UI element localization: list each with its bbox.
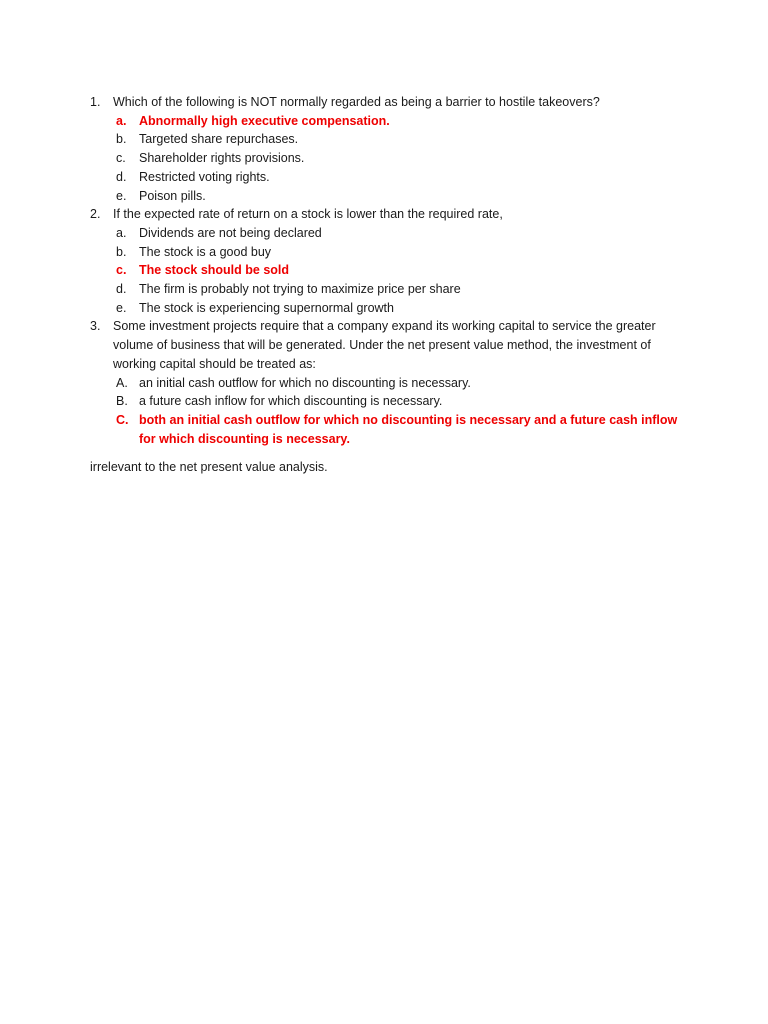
- question-text: Which of the following is NOT normally regarded as being a barrier to hostile takeovers?: [113, 95, 600, 109]
- option-text: Poison pills.: [139, 188, 206, 203]
- option-label: d.: [116, 282, 127, 297]
- option-label: e.: [116, 300, 127, 315]
- option-label: c.: [116, 263, 127, 278]
- question-text: Some investment projects require that a company expand its working capital to service the greater volume of business that will be generated. Under the net present value method, the investment of working capital should be treated as:: [113, 319, 656, 371]
- question-number: 1.: [90, 95, 101, 109]
- option-label: e.: [116, 188, 127, 203]
- option-label: b.: [116, 244, 127, 259]
- answer-option: [113, 224, 690, 243]
- answer-option: [113, 299, 690, 318]
- answer-option: [113, 411, 690, 448]
- answer-option: [113, 187, 690, 206]
- option-text: The stock is a good buy: [139, 244, 272, 259]
- question-2: [90, 205, 690, 317]
- answer-option: [113, 392, 690, 411]
- question-1: [90, 93, 690, 205]
- option-label: B.: [116, 394, 128, 409]
- question-list: [90, 93, 690, 448]
- option-label: a.: [116, 225, 127, 240]
- option-text: The stock is experiencing supernormal growth: [139, 300, 394, 315]
- option-label: a.: [116, 113, 127, 128]
- answer-option: [113, 168, 690, 187]
- question-3: [90, 317, 690, 448]
- option-text: Restricted voting rights.: [139, 169, 270, 184]
- option-label: A.: [116, 375, 128, 390]
- answer-option: [113, 261, 690, 280]
- question-number: 2.: [90, 207, 101, 222]
- answer-option: [113, 149, 690, 168]
- answer-option: [113, 112, 690, 131]
- option-label: C.: [116, 412, 129, 427]
- option-text: Targeted share repurchases.: [139, 132, 299, 147]
- option-text: an initial cash outflow for which no discounting is necessary.: [139, 375, 471, 390]
- option-text: a future cash inflow for which discounting is necessary.: [139, 394, 443, 409]
- answer-option: [113, 130, 690, 149]
- answer-option: [113, 374, 690, 393]
- question-text: If the expected rate of return on a stock is lower than the required rate,: [113, 207, 503, 222]
- answer-option: [113, 243, 690, 262]
- answer-option: [113, 280, 690, 299]
- option-text: both an initial cash outflow for which no discounting is necessary and a future cash inflow for which discounting is necessary.: [139, 412, 678, 446]
- question-number: 3.: [90, 319, 101, 334]
- option-label: d.: [116, 169, 127, 184]
- option-text: Abnormally high executive compensation.: [139, 113, 390, 128]
- trailing-paragraph: irrelevant to the net present value analysis.: [90, 460, 328, 474]
- option-label: b.: [116, 132, 127, 147]
- option-label: c.: [116, 151, 126, 166]
- option-text: The firm is probably not trying to maximize price per share: [139, 282, 461, 297]
- option-text: Shareholder rights provisions.: [139, 151, 305, 166]
- option-text: The stock should be sold: [139, 263, 290, 278]
- option-text: Dividends are not being declared: [139, 225, 322, 240]
